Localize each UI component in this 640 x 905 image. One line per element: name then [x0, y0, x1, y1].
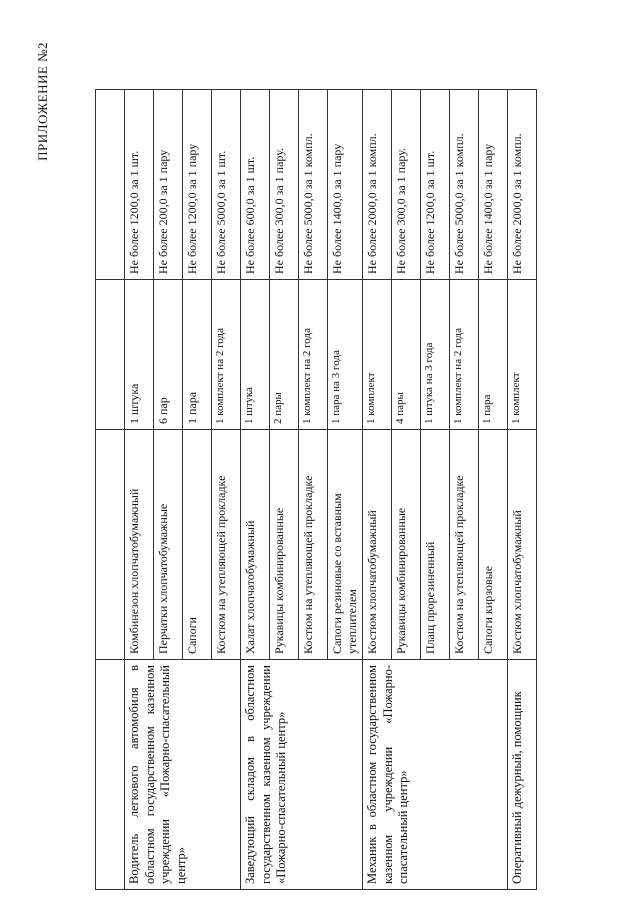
item-price-cell: Не более 2000,0 за 1 компл. [508, 90, 537, 280]
clothing-norms-table [95, 89, 537, 890]
table-row [508, 90, 537, 890]
position-cell: Механик в областном государственном казенном учреждении «Пожарно-спасательный центр» [363, 660, 508, 890]
item-price-cell: Не более 1400,0 за 1 пару [328, 90, 363, 280]
header-cell [96, 660, 125, 890]
header-cell [96, 90, 125, 280]
item-name-cell: Костюм на утепляющей прокладке [299, 430, 328, 660]
item-qty-cell: 1 штука на 3 года [421, 280, 450, 430]
item-qty-cell: 2 пары [270, 280, 299, 430]
item-name-cell: Сапоги резиновые со вставным утеплителем [328, 430, 363, 660]
item-name-cell: Костюм хлопчатобумажный [363, 430, 392, 660]
item-name-cell: Костюм на утепляющей прокладке [450, 430, 479, 660]
position-cell: Оперативный дежурный, помощник [508, 660, 537, 890]
item-name-cell: Сапоги [183, 430, 212, 660]
item-qty-cell: 1 комплект на 2 года [450, 280, 479, 430]
item-name-cell: Рукавицы комбинированные [392, 430, 421, 660]
table-row [363, 90, 392, 890]
position-cell: Заведующий складом в областном государственном казенном учреждении «Пожарно-спасательный центр» [241, 660, 363, 890]
item-price-cell: Не более 300,0 за 1 пару. [392, 90, 421, 280]
item-qty-cell: 6 пар [154, 280, 183, 430]
item-name-cell: Комбинезон хлопчатобумажный [125, 430, 154, 660]
appendix-title: ПРИЛОЖЕНИЕ №2 [35, 42, 50, 161]
table-row [241, 90, 270, 890]
item-price-cell: Не более 1200,0 за 1 пару [183, 90, 212, 280]
item-price-cell: Не более 5000,0 за 1 компл. [450, 90, 479, 280]
item-qty-cell: 1 пара на 3 года [328, 280, 363, 430]
table-row [125, 90, 154, 890]
item-price-cell: Не более 200,0 за 1 пару [154, 90, 183, 280]
item-name-cell: Сапоги кирзовые [479, 430, 508, 660]
item-name-cell: Костюм на утепляющей прокладке [212, 430, 241, 660]
item-price-cell: Не более 2000,0 за 1 компл. [363, 90, 392, 280]
header-cell [96, 430, 125, 660]
item-qty-cell: 1 штука [241, 280, 270, 430]
item-qty-cell: 1 комплект [363, 280, 392, 430]
item-qty-cell: 1 комплект на 2 года [299, 280, 328, 430]
item-price-cell: Не более 5000,0 за 1 компл. [299, 90, 328, 280]
header-cell [96, 280, 125, 430]
item-name-cell: Перчатки хлопчатобумажные [154, 430, 183, 660]
item-name-cell: Рукавицы комбинированные [270, 430, 299, 660]
item-price-cell: Не более 1200,0 за 1 шт. [125, 90, 154, 280]
item-price-cell: Не более 300,0 за 1 пару. [270, 90, 299, 280]
position-cell: Водитель легкового автомобиля в областном государственном казенном учреждении «Пожарно-спасательный центр» [125, 660, 241, 890]
item-qty-cell: 4 пары [392, 280, 421, 430]
item-price-cell: Не более 1400,0 за 1 пару [479, 90, 508, 280]
table-header-row [96, 90, 125, 890]
item-qty-cell: 1 пара [479, 280, 508, 430]
item-name-cell: Плащ прорезиненный [421, 430, 450, 660]
rotated-page [35, 30, 595, 890]
item-qty-cell: 1 пара [183, 280, 212, 430]
item-name-cell: Костюм хлопчатобумажный [508, 430, 537, 660]
item-price-cell: Не более 5000,0 за 1 шт. [212, 90, 241, 280]
item-price-cell: Не более 600,0 за 1 шт. [241, 90, 270, 280]
item-price-cell: Не более 1200,0 за 1 шт. [421, 90, 450, 280]
item-name-cell: Халат хлопчатобумажный [241, 430, 270, 660]
item-qty-cell: 1 комплект [508, 280, 537, 430]
item-qty-cell: 1 комплект на 2 года [212, 280, 241, 430]
item-qty-cell: 1 штука [125, 280, 154, 430]
